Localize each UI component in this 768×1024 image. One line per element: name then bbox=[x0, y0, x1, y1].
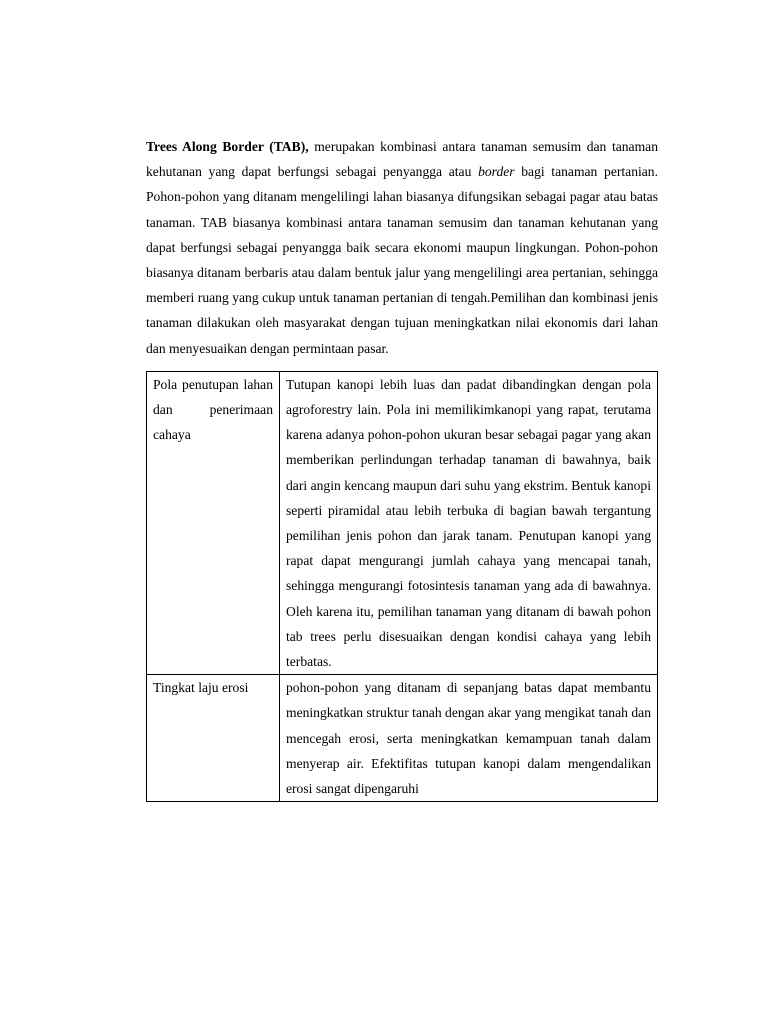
paragraph-text-2: bagi tanaman pertanian. Pohon-pohon yang ditanam mengelilingi lahan biasanya difungsikan sebagai pagar atau batas tanaman. TAB biasanya kombinasi antara tanaman semusim dan tanaman kehutanan yang dapat berfungsi sebagai penyangga baik secara ekonomi maupun lingkungan. Pohon-pohon biasanya ditanam berbaris atau dalam bentuk jalur yang mengelilingi area pertanian, sehingga memberi ruang yang cukup untuk tanaman pertanian di tengah.Pemilihan dan kombinasi jenis tanaman dilakukan oleh masyarakat dengan tujuan meningkatkan nilai ekonomis dari lahan dan menyesuaikan dengan permintaan pasar. bbox=[146, 164, 658, 356]
term-bold: Trees Along Border (TAB), bbox=[146, 139, 309, 154]
row-label-cell: Pola penutupan lahan dan penerimaan cahaya bbox=[147, 371, 280, 674]
characteristics-table bbox=[146, 371, 658, 802]
table-row bbox=[147, 675, 658, 802]
intro-paragraph bbox=[146, 134, 658, 361]
paragraph-text-1: merupakan kombinasi antara tanaman semusim dan tanaman kehutanan yang dapat berfungsi sebagai penyangga atau bbox=[146, 139, 658, 180]
row-content-cell: Tutupan kanopi lebih luas dan padat dibandingkan dengan pola agroforestry lain. Pola ini memilikimkanopi yang rapat, terutama karena adanya pohon-pohon ukuran besar sebagai pagar yang akan memberikan perlindungan terhadap tanaman di bawahnya, baik dari angin kencang maupun dari suhu yang ekstrim. Bentuk kanopi seperti piramidal atau lebih terbuka di bagian bawah tergantung pemilihan jenis pohon dan jarak tanam. Penutupan kanopi yang rapat dapat mengurangi jumlah cahaya yang mencapai tanah, sehingga mengurangi fotosintesis tanaman yang ada di bawahnya. Oleh karena itu, pemilihan tanaman yang ditanam di bawah pohon tab trees perlu disesuaikan dengan kondisi cahaya yang lebih terbatas. bbox=[280, 371, 658, 674]
row-label-cell: Tingkat laju erosi bbox=[147, 675, 280, 802]
document-page bbox=[146, 134, 658, 802]
row-content-cell: pohon-pohon yang ditanam di sepanjang batas dapat membantu meningkatkan struktur tanah dengan akar yang mengikat tanah dan mencegah erosi, serta meningkatkan kemampuan tanah dalam menyerap air. Efektifitas tutupan kanopi dalam mengendalikan erosi sangat dipengaruhi bbox=[280, 675, 658, 802]
italic-border-word: border bbox=[478, 164, 515, 180]
table-row bbox=[147, 371, 658, 674]
